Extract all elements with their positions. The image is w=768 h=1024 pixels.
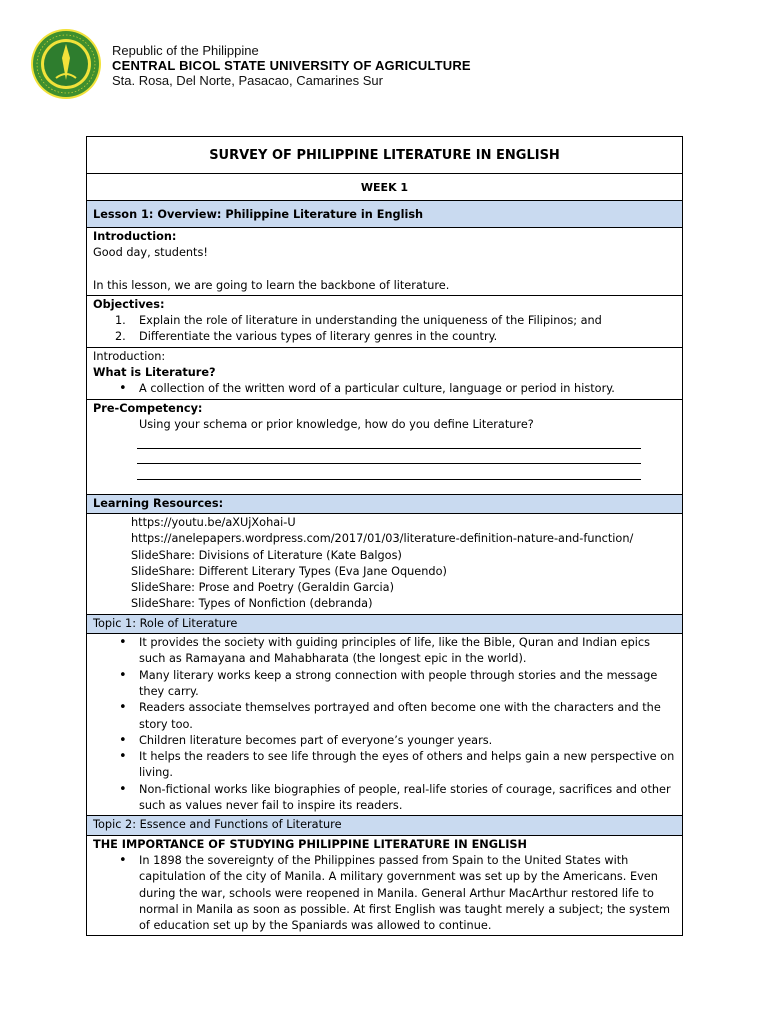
greeting-text: Good day, students! — [93, 246, 208, 260]
answer-line[interactable] — [137, 464, 641, 480]
topic2-heading: THE IMPORTANCE OF STUDYING PHILIPPINE LITERATURE IN ENGLISH — [93, 837, 528, 851]
document-title: SURVEY OF PHILIPPINE LITERATURE IN ENGLISH — [87, 137, 682, 174]
pre-competency-question: Using your schema or prior knowledge, how do you define Literature? — [139, 417, 534, 431]
answer-line[interactable] — [137, 449, 641, 465]
topic2-label: Topic 2: Essence and Functions of Literature — [87, 816, 682, 835]
topic2-bullet: • In 1898 the sovereignty of the Philippines passed from Spain to the United States with capitulation of the city of Manila. A military government was set up by the Americans. Even during the war, schools were reopened in Manila. General Arthur MacArthur restored life to normal in Manila as soon as possible. At first English was taught merely a subject; the system of education set up by the Spaniards was allowed to continue. — [115, 853, 676, 934]
section-label: Pre-Competency: — [93, 401, 203, 415]
resource-link[interactable]: https://anelepapers.wordpress.com/2017/01/03/literature-definition-nature-and-function/ — [131, 532, 634, 546]
resource-item: SlideShare: Divisions of Literature (Kate Balgos) — [131, 548, 402, 562]
topic1-content — [87, 634, 682, 816]
topic2-content — [87, 836, 682, 936]
objective-item: 1. Explain the role of literature in understanding the uniqueness of the Filipinos; and — [115, 314, 602, 328]
learning-resources-label: Learning Resources: — [87, 495, 682, 514]
topic1-bullet: • Non-fictional works like biographies of people, real-life stories of courage, sacrifices and other such as values never fail to inspire its readers. — [115, 782, 676, 815]
topic1-bullet: • Readers associate themselves portrayed and often become one with the characters and the story too. — [115, 700, 676, 733]
answer-line[interactable] — [137, 433, 641, 449]
lesson-table — [86, 136, 683, 936]
resource-item: SlideShare: Prose and Poetry (Geraldin Garcia) — [131, 581, 395, 595]
week-label: WEEK 1 — [87, 174, 682, 201]
topic1-bullet: • Many literary works keep a strong connection with people through stories and the message they carry. — [115, 668, 676, 701]
document-header — [30, 28, 730, 100]
topic1-label: Topic 1: Role of Literature — [87, 615, 682, 634]
university-seal-icon — [30, 28, 102, 100]
header-university-name: CENTRAL BICOL STATE UNIVERSITY OF AGRICULTURE — [112, 58, 471, 73]
section-label: Introduction: — [93, 349, 166, 363]
header-republic: Republic of the Philippine — [112, 43, 259, 58]
definition-bullet: • A collection of the written word of a particular culture, language or period in history. — [115, 381, 676, 397]
objective-item: 2. Differentiate the various types of literary genres in the country. — [115, 330, 498, 344]
header-address: Sta. Rosa, Del Norte, Pasacao, Camarines Sur — [112, 73, 383, 88]
topic1-bullet: • It helps the readers to see life through the eyes of others and helps gain a new perspective on living. — [115, 749, 676, 782]
objectives-section — [87, 296, 682, 348]
what-is-literature-section — [87, 348, 682, 400]
lesson-title: Lesson 1: Overview: Philippine Literature in English — [87, 201, 682, 228]
resource-item: SlideShare: Different Literary Types (Eva Jane Oquendo) — [131, 564, 447, 578]
section-label: Objectives: — [93, 297, 165, 311]
learning-resources-list — [87, 514, 682, 615]
question-heading: What is Literature? — [93, 366, 216, 380]
topic1-bullet: • Children literature becomes part of everyone’s younger years. — [115, 733, 676, 749]
pre-competency-section — [87, 400, 682, 495]
section-label: Introduction: — [93, 230, 177, 243]
topic1-bullet: • It provides the society with guiding principles of life, like the Bible, Quran and Indian epics such as Ramayana and Mahabharata (the longest epic in the world). — [115, 635, 676, 668]
resource-link[interactable]: https://youtu.be/aXUjXohai-U — [131, 515, 296, 529]
introduction-section — [87, 228, 682, 296]
intro-text: In this lesson, we are going to learn the backbone of literature. — [93, 278, 450, 292]
resource-item: SlideShare: Types of Nonfiction (debranda) — [131, 597, 373, 611]
